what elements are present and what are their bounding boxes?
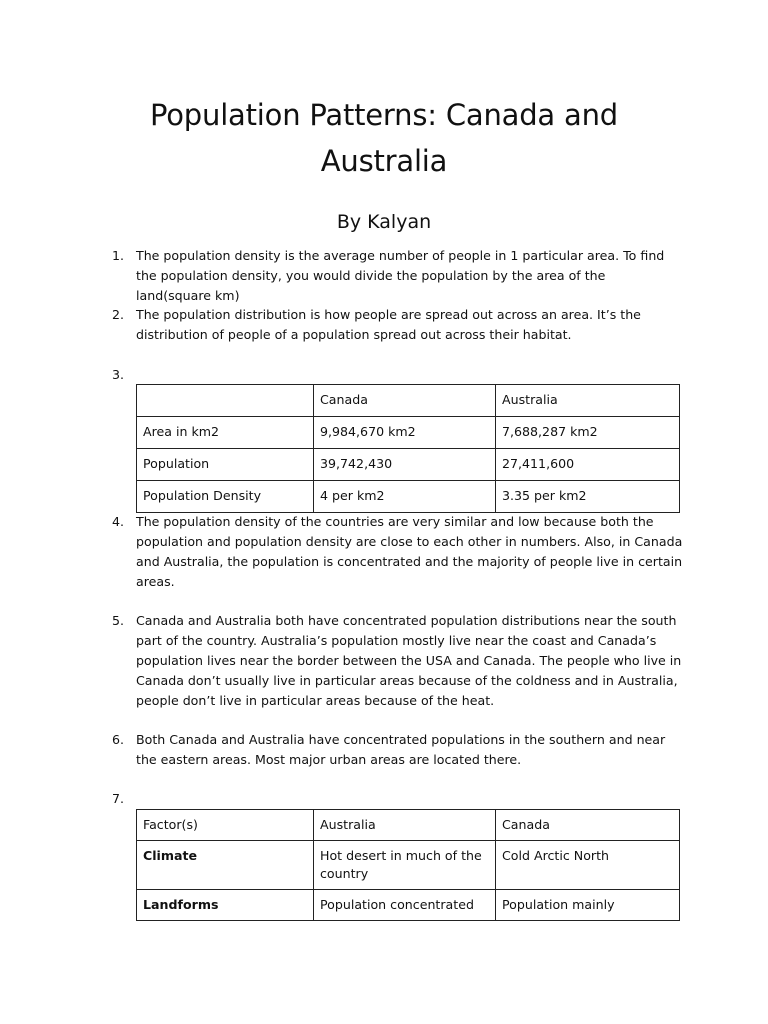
table-cell: Australia xyxy=(496,385,680,417)
table-row xyxy=(137,481,680,513)
table-row xyxy=(137,841,680,890)
table-row xyxy=(137,890,680,921)
table-cell: 3.35 per km2 xyxy=(496,481,680,513)
table-cell: Cold Arctic North xyxy=(496,841,680,890)
table-cell: Climate xyxy=(137,841,314,890)
list-number: 1. xyxy=(112,248,125,263)
table-cell: Population Density xyxy=(137,481,314,513)
table-cell: Population xyxy=(137,449,314,481)
list-number: 5. xyxy=(112,613,125,628)
author-line: By Kalyan xyxy=(336,211,432,233)
table-header-row xyxy=(137,810,680,841)
table-cell: Canada xyxy=(496,810,680,841)
list-number: 6. xyxy=(112,732,125,747)
list-text: Both Canada and Australia have concentrated populations in the southern and near the eastern areas. Most major urban areas are located there. xyxy=(136,732,666,767)
table-cell: Canada xyxy=(314,385,496,417)
factors-table xyxy=(136,809,680,921)
list-text: The population distribution is how people are spread out across an area. It’s the distribution of people of a population spread out across their habitat. xyxy=(136,307,641,342)
table-cell: Landforms xyxy=(137,890,314,921)
table-cell: 9,984,670 km2 xyxy=(314,417,496,449)
table-row xyxy=(137,449,680,481)
table-cell: Hot desert in much of the country xyxy=(314,841,496,890)
table-row xyxy=(137,417,680,449)
list-text: The population density is the average number of people in 1 particular area. To find the population density, you would divide the population by the area of the land(square km) xyxy=(136,248,665,303)
table-cell: 39,742,430 xyxy=(314,449,496,481)
table-cell: Factor(s) xyxy=(137,810,314,841)
list-text: Canada and Australia both have concentrated population distributions near the south part of the country. Australia’s population mostly live near the coast and Canada’s population lives near the border between the USA and Canada. The people who live in Canada don’t usually live in particular areas because of the coldness and in Australia, people don’t live in particular areas because of the heat. xyxy=(136,613,682,708)
density-table xyxy=(136,384,680,513)
list-number: 4. xyxy=(112,514,125,529)
list-number: 2. xyxy=(112,307,125,322)
table-cell: Australia xyxy=(314,810,496,841)
table-cell: Population mainly xyxy=(496,890,680,921)
list-number: 7. xyxy=(112,791,125,806)
table-cell: 4 per km2 xyxy=(314,481,496,513)
table-cell: 7,688,287 km2 xyxy=(496,417,680,449)
page-title: Population Patterns: Canada and Australia xyxy=(150,98,618,178)
table-cell: Area in km2 xyxy=(137,417,314,449)
table-cell: Population concentrated xyxy=(314,890,496,921)
list-number: 3. xyxy=(112,367,125,382)
table-header-row xyxy=(137,385,680,417)
table-cell: 27,411,600 xyxy=(496,449,680,481)
list-text: The population density of the countries are very similar and low because both the population and population density are close to each other in numbers. Also, in Canada and Australia, the population is concentrated and the majority of people live in certain areas. xyxy=(136,514,683,589)
table-cell xyxy=(137,385,314,417)
